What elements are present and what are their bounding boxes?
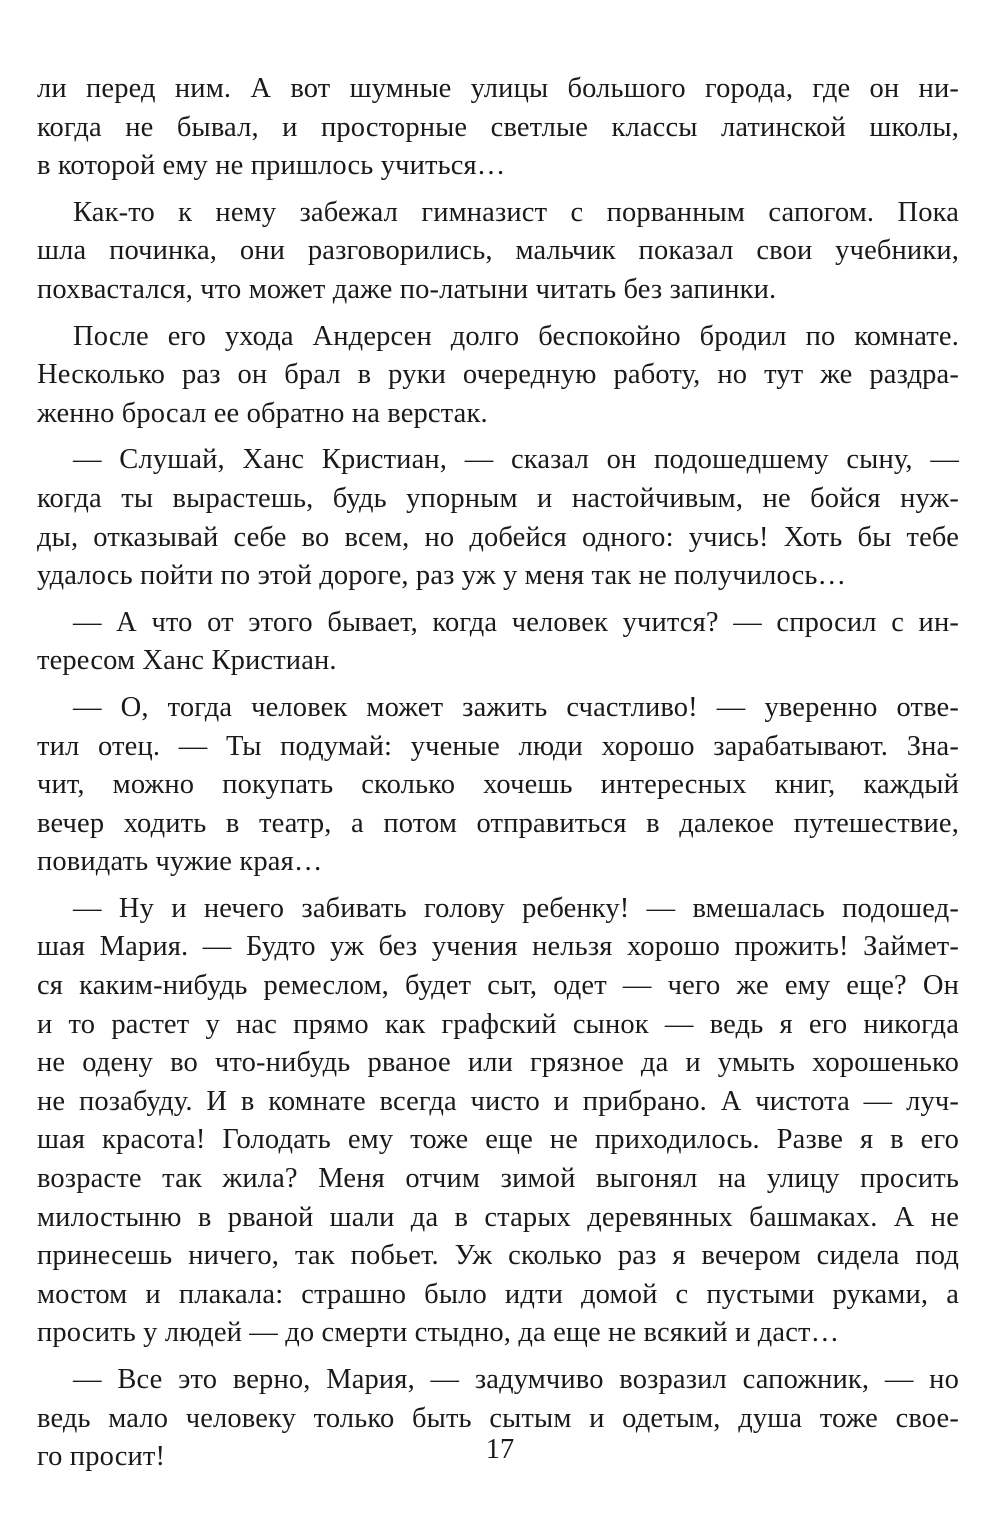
text-line: ведь мало человеку только быть сытым и одетым, душа тоже свое- xyxy=(37,1402,959,1434)
text-line: После его ухода Андерсен долго беспокойно бродил по комнате. xyxy=(73,320,959,352)
paragraph xyxy=(37,441,959,595)
text-line: — А что от этого бывает, когда человек учится? — спросил с ин- xyxy=(73,606,959,638)
text-line: шла починка, они разговорились, мальчик показал свои учебники, xyxy=(37,235,959,267)
text-line: милостыню в рваной шали да в старых деревянных башмаках. А не xyxy=(37,1201,959,1233)
text-line: шая Мария. — Будто уж без учения нельзя хорошо прожить! Займет- xyxy=(37,931,959,963)
paragraph xyxy=(37,689,959,882)
text-line: повидать чужие края… xyxy=(37,846,323,878)
page-number: 17 xyxy=(485,1434,515,1465)
text-line: Несколько раз он брал в руки очередную работу, но тут же раздра- xyxy=(37,359,959,391)
paragraph xyxy=(37,318,959,434)
text-line: мостом и плакала: страшно было идти домой с пустыми руками, а xyxy=(37,1278,959,1310)
text-line: шая красота! Голодать ему тоже еще не приходилось. Разве я в его xyxy=(37,1124,959,1156)
text-line: и то растет у нас прямо как графский сынок — ведь я его никогда xyxy=(37,1008,959,1040)
paragraph xyxy=(37,194,959,310)
text-line: не позабуду. И в комнате всегда чисто и прибрано. А чистота — луч- xyxy=(37,1085,959,1117)
text-line: — Ну и нечего забивать голову ребенку! — вмешалась подошед- xyxy=(73,892,959,924)
text-line: когда не бывал, и просторные светлые классы латинской школы, xyxy=(37,111,959,143)
text-line: не одену во что-нибудь рваное или грязное да и умыть хорошенько xyxy=(37,1047,959,1079)
text-line: удалось пойти по этой дороге, раз уж у меня так не получилось… xyxy=(37,560,847,592)
text-line: вечер ходить в театр, а потом отправиться в далекое путешествие, xyxy=(37,807,959,839)
text-line: женно бросал ее обратно на верстак. xyxy=(37,397,488,429)
text-line: тил отец. — Ты подумай: ученые люди хорошо зарабатывают. Зна- xyxy=(37,730,959,762)
text-line: — О, тогда человек может зажить счастливо! — уверенно отве- xyxy=(73,691,959,723)
text-line: го просит! xyxy=(37,1441,166,1473)
text-line: просить у людей — до смерти стыдно, да еще не всякий и даст… xyxy=(37,1317,840,1349)
text-line: похвастался, что может даже по-латыни читать без запинки. xyxy=(37,273,777,305)
text-line: чит, можно покупать сколько хочешь интересных книг, каждый xyxy=(37,769,959,801)
text-line: тересом Ханс Кристиан. xyxy=(37,645,337,677)
text-line: Как-то к нему забежал гимназист с порванным сапогом. Пока xyxy=(73,196,959,228)
paragraph xyxy=(37,70,959,186)
paragraph xyxy=(37,604,959,681)
paragraph xyxy=(37,890,959,1353)
text-line: — Слушай, Ханс Кристиан, — сказал он подошедшему сыну, — xyxy=(73,444,959,476)
text-line: в которой ему не пришлось учиться… xyxy=(37,150,506,182)
text-line: ся каким-нибудь ремеслом, будет сыт, одет — чего же ему еще? Он xyxy=(37,970,959,1002)
text-line: принесешь ничего, так побьет. Уж сколько раз я вечером сидела под xyxy=(37,1240,959,1272)
text-line: возрасте так жила? Меня отчим зимой выгонял на улицу просить xyxy=(37,1163,959,1195)
page-text-body xyxy=(37,70,959,1485)
text-line: когда ты вырастешь, будь упорным и настойчивым, не бойся нуж- xyxy=(37,482,959,514)
text-line: ли перед ним. А вот шумные улицы большого города, где он ни- xyxy=(37,73,959,104)
text-line: — Все это верно, Мария, — задумчиво возразил сапожник, — но xyxy=(73,1364,959,1395)
text-line: ды, отказывай себе во всем, но добейся одного: учись! Хоть бы тебе xyxy=(37,521,959,553)
